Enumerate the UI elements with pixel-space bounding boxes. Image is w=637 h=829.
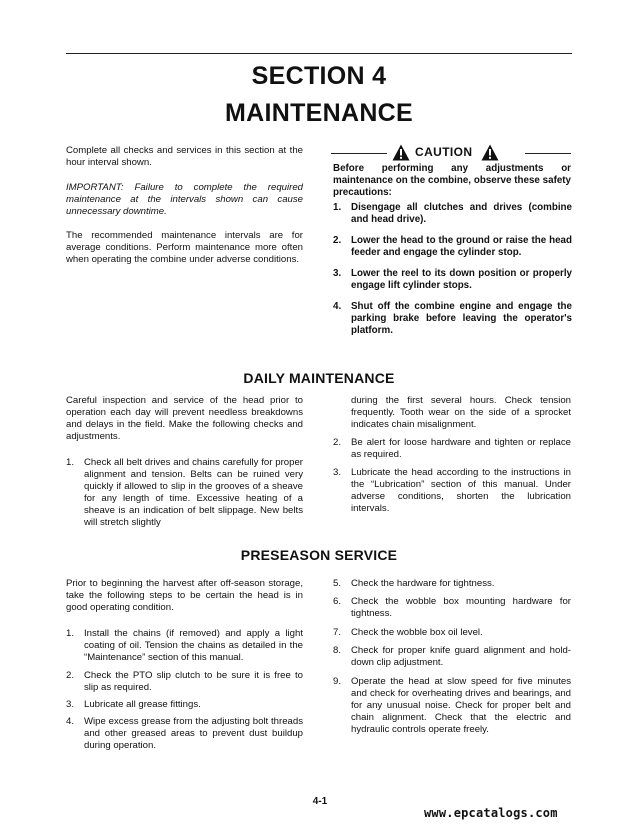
daily-item-number: 3.: [333, 467, 342, 478]
watermark: www.epcatalogs.com: [424, 806, 558, 820]
daily-item: [333, 437, 571, 461]
preseason-item-text: Operate the head at slow speed for five minutes and check for overheating drives and bearings, and for any unusual noise. Check for proper belt and chain alignment. Check that the electric and hydraulic controls operate freely.: [351, 676, 571, 735]
daily-item-text: Lubricate the head according to the instructions in the “Lubrication” section of this manual. Under adverse conditions, shorten the lubrication intervals.: [351, 467, 571, 514]
warning-triangle-icon: [392, 144, 410, 161]
preseason-item: [66, 699, 303, 711]
warning-triangle-icon: [481, 144, 499, 161]
daily-item-number: 1.: [66, 457, 75, 468]
preseason-item-text: Check the wobble box mounting hardware for tightness.: [351, 596, 571, 619]
preseason-item-text: Check the wobble box oil level.: [351, 627, 483, 638]
preseason-item-text: Check the hardware for tightness.: [351, 578, 495, 589]
preseason-item-number: 9.: [333, 676, 342, 687]
intro-paragraph: Complete all checks and services in this section at the hour interval shown.: [66, 145, 303, 168]
daily-item-continued: [333, 395, 571, 431]
section-title: MAINTENANCE: [224, 99, 414, 127]
caution-rule-right: [525, 153, 571, 154]
caution-item-number: 4.: [333, 301, 342, 312]
daily-item-text-part2: during the first several hours. Check tension frequently. Tooth wear on the side of a sprocket indicates chain misalignment.: [351, 395, 571, 430]
caution-item-number: 1.: [333, 202, 342, 213]
preseason-item-number: 7.: [333, 627, 342, 638]
preseason-item: [333, 627, 571, 639]
caution-item-number: 3.: [333, 268, 342, 279]
daily-item-text-part1: Check all belt drives and chains carefully for proper alignment and tension. Belts can be ruined very quickly if allowed to slip in the grooves of a sheave for any length of time. Excessive heating of a sheave is an indication of belt slippage. New belts will stretch slightly: [84, 457, 303, 528]
section-number: SECTION 4: [251, 62, 387, 90]
top-rule: [66, 53, 572, 54]
daily-maintenance-heading: DAILY MAINTENANCE: [243, 370, 395, 386]
caution-item: [333, 235, 571, 259]
preseason-item-number: 1.: [66, 628, 75, 639]
preseason-item: [333, 596, 571, 620]
preseason-item: [66, 628, 303, 664]
daily-item: [333, 467, 571, 515]
preseason-item-number: 4.: [66, 716, 75, 727]
preseason-item: [333, 645, 571, 669]
caution-item-text: Lower the reel to its down position or properly engage lift cylinder stops.: [351, 268, 572, 291]
preseason-item-number: 6.: [333, 596, 342, 607]
preseason-item-number: 2.: [66, 670, 75, 681]
daily-item-text: Be alert for loose hardware and tighten or replace as required.: [351, 437, 571, 460]
caution-header: [331, 143, 571, 161]
preseason-service-heading: PRESEASON SERVICE: [240, 547, 398, 563]
caution-item-text: Lower the head to the ground or raise the head feeder and engage the cylinder stop.: [351, 235, 572, 258]
caution-item: [333, 268, 571, 292]
caution-label: CAUTION: [415, 145, 473, 159]
page-number: 4-1: [312, 796, 328, 807]
caution-item-number: 2.: [333, 235, 342, 246]
preseason-item: [333, 578, 571, 590]
preseason-item-number: 8.: [333, 645, 342, 656]
preseason-item-text: Install the chains (if removed) and apply a light coating of oil. Tension the chains as detailed in the “Maintenance” section of this manual.: [84, 628, 303, 663]
preseason-item: [66, 716, 303, 752]
preseason-item: [333, 676, 571, 736]
caution-intro: Before performing any adjustments or maintenance on the combine, observe these safety precautions:: [333, 163, 571, 198]
caution-item-text: Disengage all clutches and drives (combine and head drive).: [351, 202, 572, 225]
preseason-item-number: 5.: [333, 578, 342, 589]
preseason-intro: Prior to beginning the harvest after off-season storage, take the following steps to be certain the head is in good operating condition.: [66, 578, 303, 613]
important-note: IMPORTANT: Failure to complete the required maintenance at the intervals shown can cause unnecessary downtime.: [66, 182, 303, 217]
daily-item-number: 2.: [333, 437, 342, 448]
intervals-paragraph: The recommended maintenance intervals are for average conditions. Perform maintenance more often when operating the combine under adverse conditions.: [66, 230, 303, 265]
daily-item: [66, 457, 303, 529]
preseason-item-text: Lubricate all grease fittings.: [84, 699, 201, 710]
preseason-item-text: Wipe excess grease from the adjusting bolt threads and other greased areas to prevent dust buildup during operation.: [84, 716, 303, 751]
preseason-item-text: Check for proper knife guard alignment and hold-down clip adjustment.: [351, 645, 571, 668]
caution-item: [333, 202, 571, 226]
daily-intro: Careful inspection and service of the head prior to operation each day will prevent needless breakdowns and delays in the field. Make the following checks and adjustments.: [66, 395, 303, 442]
preseason-item-text: Check the PTO slip clutch to be sure it is free to slip as required.: [84, 670, 303, 693]
preseason-item-number: 3.: [66, 699, 75, 710]
caution-item: [333, 301, 571, 337]
preseason-item: [66, 670, 303, 694]
caution-item-text: Shut off the combine engine and engage the parking brake before leaving the operator's platform.: [351, 301, 572, 336]
caution-rule-left: [331, 153, 387, 154]
